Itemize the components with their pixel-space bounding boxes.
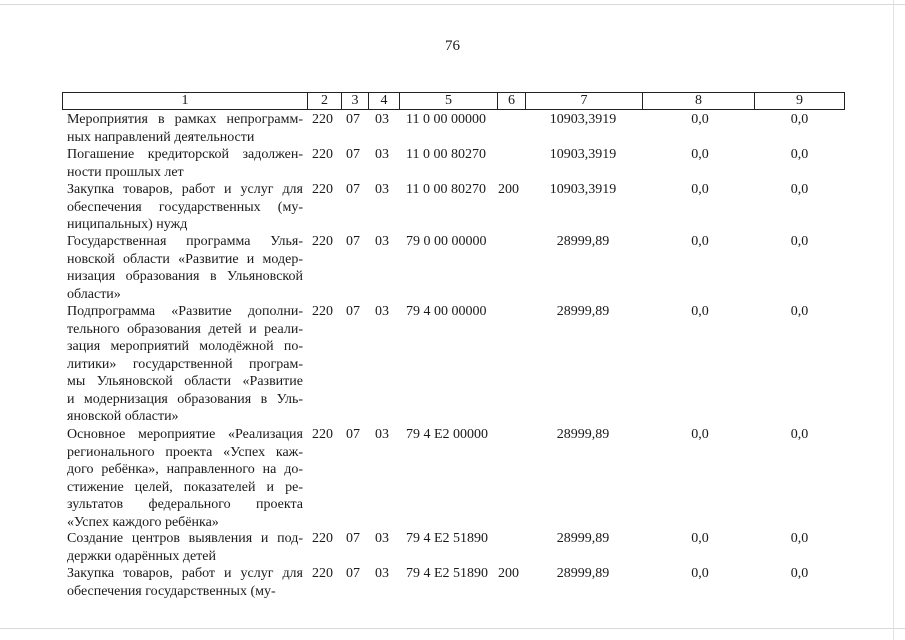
row-col-9: 0,0 [790,182,809,197]
row-name-line: Закупка товаров, работ и услуг для [67,182,303,197]
scan-top-edge [0,4,905,5]
row-col-9: 0,0 [790,234,809,249]
header-col-3: 3 [341,93,368,109]
row-name-line: ниципальных) нужд [67,217,188,232]
header-col-2: 2 [307,93,341,109]
row-col-7: 28999,89 [556,427,610,442]
row-name-line: Государственная программа Улья- [67,234,303,249]
row-name-line: яновской области» [67,409,179,424]
row-col-3: 07 [346,566,360,581]
row-col-3: 07 [346,304,360,319]
row-col-7: 28999,89 [556,566,610,581]
row-name-line: зация мероприятий молодёжной по- [67,339,303,354]
row-col-5: 11 0 00 80270 [406,147,486,162]
row-name-line: новской области «Развитие и модер- [67,251,303,267]
row-name-line: Основное мероприятие «Реализация [67,427,303,442]
row-col-2: 220 [312,147,333,162]
row-col-6: 200 [498,182,519,197]
row-col-9: 0,0 [790,427,809,442]
header-col-8: 8 [642,93,754,109]
row-col-5: 79 0 00 00000 [406,234,487,249]
row-name-line: ности прошлых лет [67,164,184,180]
row-name-line: держки одарённых детей [67,548,217,564]
row-col-2: 220 [312,566,333,581]
row-col-8: 0,0 [691,147,709,162]
row-col-8: 0,0 [691,234,709,249]
row-col-4: 03 [375,304,389,319]
row-name-line: области» [67,286,121,302]
header-col-1: 1 [181,93,189,108]
row-col-2: 220 [312,234,333,249]
row-col-7: 10903,3919 [549,147,617,162]
row-name-line: дого ребёнка», направленного на до- [67,462,303,477]
row-col-4: 03 [375,566,389,581]
row-col-4: 03 [375,234,389,249]
row-name-line: литики» государственной програм- [67,356,303,372]
row-col-3: 07 [346,234,360,249]
row-col-8: 0,0 [691,427,709,442]
row-name-line: тельного образования детей и реали- [67,321,303,337]
row-col-7: 28999,89 [556,531,610,546]
row-col-8: 0,0 [691,304,709,319]
table-header [62,92,845,110]
row-name [67,530,303,565]
row-name-line: обеспечения государственных (му- [67,199,303,215]
row-col-4: 03 [375,531,389,546]
row-name-line: мы Ульяновской области «Развитие [67,374,303,389]
row-col-7: 10903,3919 [549,182,617,197]
row-name-line: Создание центров выявления и под- [67,531,303,546]
row-col-7: 28999,89 [556,304,610,319]
row-col-8: 0,0 [691,566,709,581]
row-col-8: 0,0 [691,531,709,546]
row-name-line: регионального проекта «Успех каж- [67,444,303,460]
row-col-2: 220 [312,182,333,197]
row-name-line: обеспечения государственных (му- [67,583,276,599]
page-number: 76 [445,38,460,54]
row-name-line: низация образования в Ульяновской [67,269,303,284]
row-col-4: 03 [375,182,389,197]
row-col-5: 79 4 00 00000 [406,304,487,319]
row-col-3: 07 [346,427,360,442]
header-col-5: 5 [399,93,497,109]
row-col-5: 79 4 E2 00000 [406,427,489,442]
row-col-8: 0,0 [691,182,709,197]
scan-bottom-edge [0,628,905,629]
row-col-6: 200 [498,566,519,581]
row-col-9: 0,0 [790,147,809,162]
row-col-5: 11 0 00 00000 [406,112,486,127]
row-name-line: Подпрограмма «Развитие дополни- [67,304,303,319]
row-name [67,303,303,426]
row-col-9: 0,0 [790,304,809,319]
row-col-5: 11 0 00 80270 [406,182,486,197]
row-col-9: 0,0 [790,566,809,581]
row-name [67,146,303,181]
row-col-3: 07 [346,531,360,546]
row-name-line: стижение целей, показателей и ре- [67,479,303,495]
row-col-7: 28999,89 [556,234,610,249]
row-col-2: 220 [312,112,333,127]
header-col-6: 6 [497,93,525,109]
row-col-9: 0,0 [790,112,809,127]
header-col-7: 7 [525,93,642,109]
row-col-7: 10903,3919 [549,112,617,127]
header-col-9: 9 [754,93,844,109]
row-col-3: 07 [346,147,360,162]
row-col-2: 220 [312,531,333,546]
row-name-line: и модернизация образования в Уль- [67,391,303,407]
row-name-line: Погашение кредиторской задолжен- [67,147,303,162]
scan-right-edge [893,0,894,640]
row-name [67,111,303,146]
row-col-5: 79 4 E2 51890 [406,566,489,581]
row-col-2: 220 [312,304,333,319]
row-col-4: 03 [375,427,389,442]
row-name-line: Мероприятия в рамках непрограмм- [67,112,303,127]
row-name [67,233,303,303]
row-col-4: 03 [375,112,389,127]
row-col-8: 0,0 [691,112,709,127]
row-name [67,426,303,531]
header-col-4: 4 [368,93,399,109]
row-col-9: 0,0 [790,531,809,546]
row-name-line: ных направлений деятельности [67,129,255,145]
row-col-3: 07 [346,112,360,127]
row-name-line: Закупка товаров, работ и услуг для [67,566,303,581]
row-name-line: зультатов федерального проекта [67,497,303,512]
row-name [67,565,303,600]
row-col-4: 03 [375,147,389,162]
row-col-5: 79 4 E2 51890 [406,531,489,546]
row-name [67,181,303,234]
row-name-line: «Успех каждого ребёнка» [67,514,219,530]
row-col-3: 07 [346,182,360,197]
row-col-2: 220 [312,427,333,442]
